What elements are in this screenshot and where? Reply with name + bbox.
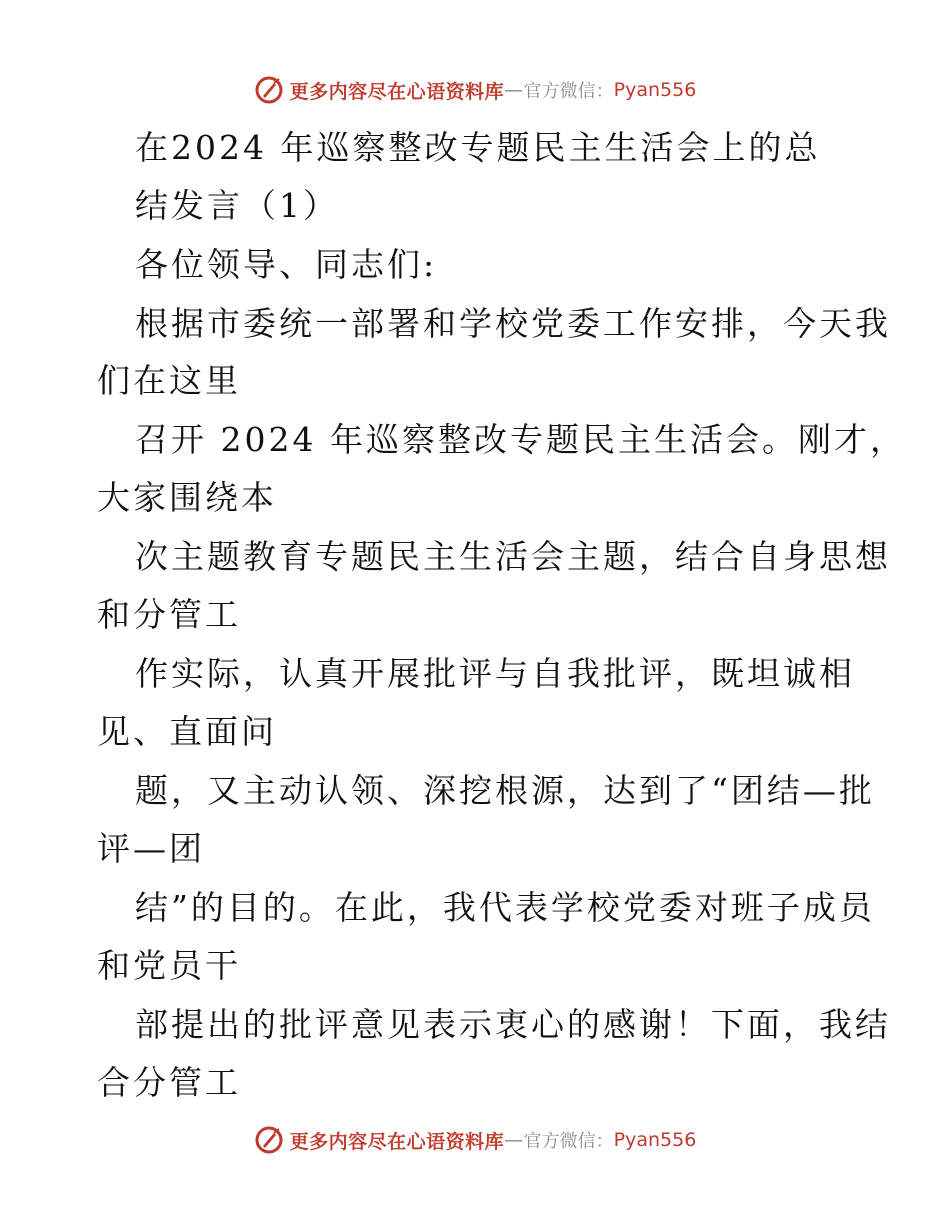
footer-banner [0, 1120, 950, 1160]
doc-paragraph-line: 和党员干 [97, 946, 241, 985]
doc-paragraph-line: 次主题教育专题民主生活会主题，结合自身思想 [135, 537, 891, 576]
doc-paragraph-line: 和分管工 [97, 595, 241, 634]
banner-sub-text: 官方微信： [523, 81, 614, 102]
banner-dash: — [504, 1129, 524, 1151]
doc-paragraph-line: 合分管工 [97, 1063, 241, 1102]
doc-paragraph-line: 部提出的批评意见表示衷心的感谢！下面，我结 [135, 1005, 891, 1044]
banner-dash: — [504, 79, 524, 101]
doc-paragraph-line: 大家围绕本 [97, 478, 277, 517]
doc-paragraph-line: 召开 2024 年巡察整改专题民主生活会。刚才， [135, 420, 906, 459]
banner-main-text: 更多内容尽在心语资料库 [289, 80, 505, 103]
doc-paragraph-line: 见、直面问 [97, 712, 277, 751]
doc-paragraph-line: 们在这里 [97, 361, 241, 400]
doc-title-line-1: 在2024 年巡察整改专题民主生活会上的总 [135, 128, 821, 167]
doc-paragraph-line: 作实际，认真开展批评与自我批评，既坦诚相 [135, 654, 855, 693]
doc-salutation: 各位领导、同志们: [135, 245, 438, 284]
banner-wechat-id: Pyan556 [613, 1129, 697, 1151]
doc-title-line-2: 结发言（1） [135, 186, 339, 225]
banner-main-text: 更多内容尽在心语资料库 [289, 1130, 505, 1153]
doc-paragraph-line: 根据市委统一部署和学校党委工作安排，今天我 [135, 304, 891, 343]
quill-logo-icon [254, 1125, 284, 1155]
banner-sub-text: 官方微信： [523, 1131, 614, 1152]
banner-wechat-id: Pyan556 [613, 79, 697, 101]
doc-paragraph-line: 题，又主动认领、深挖根源，达到了“团结—批 [135, 771, 875, 810]
doc-paragraph-line: 评—团 [97, 829, 205, 868]
quill-logo-icon [254, 75, 284, 105]
doc-paragraph-line: 结”的目的。在此，我代表学校党委对班子成员 [135, 888, 875, 927]
header-banner [0, 70, 950, 110]
